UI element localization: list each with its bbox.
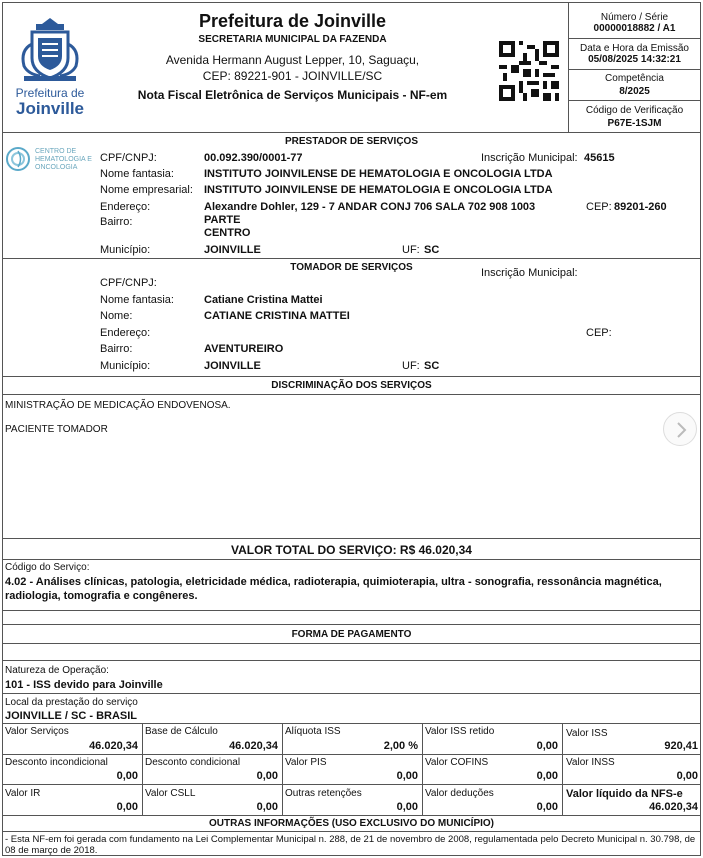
valor-cofins-label: Valor COFINS <box>425 757 489 768</box>
discriminacao-line2: PACIENTE TOMADOR <box>5 424 108 435</box>
tomador-municipio-value: JOINVILLE <box>204 360 261 372</box>
prestador-im-value: 45615 <box>584 152 615 164</box>
prestador-title: PRESTADOR DE SERVIÇOS <box>285 136 418 147</box>
prestador-cpf-label: CPF/CNPJ: <box>100 152 157 164</box>
desconto-incondicional-label: Desconto incondicional <box>5 757 108 768</box>
prestador-empresarial-value: INSTITUTO JOINVILENSE DE HEMATOLOGIA E ONCOLOGIA LTDA <box>204 184 553 196</box>
aliquota-iss-value: 2,00 % <box>383 740 418 752</box>
clinic-logo-icon <box>5 146 31 172</box>
clinic-logo-text2: HEMATOLOGIA E <box>35 156 92 163</box>
pagamento-title: FORMA DE PAGAMENTO <box>291 629 412 640</box>
qr-code-icon <box>499 41 559 101</box>
tomador-uf-label: UF: <box>402 360 420 372</box>
valor-ir-label: Valor IR <box>5 788 41 799</box>
outras-informacoes-text: - Esta NF-em foi gerada com fundamento na Lei Complementar Municipal n. 288, de 21 de novembro de 2008, regulamentada pelo Decreto Municipal n. 30.798, de 08 de março de 2018. <box>5 834 696 856</box>
valor-deducoes-label: Valor deduções <box>425 788 494 799</box>
valor-ir-value: 0,00 <box>116 801 138 813</box>
next-page-button[interactable] <box>663 412 697 446</box>
tomador-uf-value: SC <box>424 360 440 372</box>
valor-pis-value: 0,00 <box>396 770 418 782</box>
prestador-endereco-value: Alexandre Dohler, 129 - 7 ANDAR CONJ 706 SALA 702 908 1003 <box>204 201 536 213</box>
prestador-municipio-label: Município: <box>100 244 151 256</box>
tomador-nome-value: CATIANE CRISTINA MATTEI <box>204 310 350 322</box>
valor-liquido-label: Valor líquido da NFS-e <box>566 788 683 800</box>
valor-iss-label: Valor ISS <box>566 728 608 739</box>
desconto-incondicional-value: 0,00 <box>116 770 138 782</box>
prestador-bairro-value: CENTRO <box>204 227 251 239</box>
city-crest-icon <box>10 14 90 84</box>
discriminacao-line1: MINISTRAÇÃO DE MEDICAÇÃO ENDOVENOSA. <box>5 400 231 411</box>
local-prestacao-label: Local da prestação do serviço <box>5 697 138 708</box>
address-line1: Avenida Hermann August Lepper, 10, Saguaçu, <box>165 53 420 67</box>
valor-servicos-label: Valor Serviços <box>5 726 69 737</box>
secretaria: SECRETARIA MUNICIPAL DA FAZENDA <box>198 34 387 45</box>
tomador-cep-label: CEP: <box>586 327 612 339</box>
city-logo <box>10 14 90 118</box>
tomador-nome-label: Nome: <box>100 310 133 322</box>
tomador-cpf-label: CPF/CNPJ: <box>100 277 157 289</box>
tomador-bairro-value: AVENTUREIRO <box>204 343 284 355</box>
prestador-fantasia-label: Nome fantasia: <box>100 168 174 180</box>
data-emissao-value: 05/08/2025 14:32:21 <box>588 54 681 65</box>
valor-deducoes-value: 0,00 <box>536 801 558 813</box>
valor-inss-label: Valor INSS <box>566 757 615 768</box>
prestador-cep-label: CEP: <box>586 201 612 213</box>
valor-inss-value: 0,00 <box>676 770 698 782</box>
clinic-logo <box>5 146 97 176</box>
tomador-endereco-label: Endereço: <box>100 327 151 339</box>
prestador-empresarial-label: Nome empresarial: <box>100 184 193 196</box>
numero-value: 00000018882 / A1 <box>593 23 676 34</box>
valor-liquido-value: 46.020,34 <box>649 801 698 813</box>
local-prestacao-value: JOINVILLE / SC - BRASIL <box>5 710 138 722</box>
chevron-right-icon <box>664 413 698 447</box>
prestador-im-label: Inscrição Municipal: <box>481 152 578 164</box>
natureza-label: Natureza de Operação: <box>5 665 109 676</box>
prestador-municipio-value: JOINVILLE <box>204 244 261 256</box>
valor-total: VALOR TOTAL DO SERVIÇO: R$ 46.020,34 <box>231 543 472 557</box>
data-emissao-label: Data e Hora da Emissão <box>580 43 689 54</box>
clinic-logo-text3: ONCOLOGIA <box>35 164 78 171</box>
logo-line2: Joinville <box>15 99 85 118</box>
outras-retencoes-value: 0,00 <box>396 801 418 813</box>
discriminacao-title: DISCRIMINAÇÃO DOS SERVIÇOS <box>271 380 432 391</box>
valor-iss-value: 920,41 <box>664 740 698 752</box>
codigo-servico-value: 4.02 - Análises clínicas, patologia, eletricidade médica, radioterapia, quimioterapia, ultra - sonografia, ressonância magnética, radiologia, tomografia e congêneres. <box>5 576 662 602</box>
base-calculo-value: 46.020,34 <box>229 740 278 752</box>
clinic-logo-text1: CENTRO DE <box>35 148 77 155</box>
prestador-uf-label: UF: <box>402 244 420 256</box>
tomador-fantasia-value: Catiane Cristina Mattei <box>204 294 323 306</box>
base-calculo-label: Base de Cálculo <box>145 726 218 737</box>
valor-csll-value: 0,00 <box>256 801 278 813</box>
valor-cofins-value: 0,00 <box>536 770 558 782</box>
tomador-fantasia-label: Nome fantasia: <box>100 294 174 306</box>
outras-retencoes-label: Outras retenções <box>285 788 362 799</box>
iss-retido-value: 0,00 <box>536 740 558 752</box>
prestador-uf-value: SC <box>424 244 440 256</box>
tomador-title: TOMADOR DE SERVIÇOS <box>290 262 413 273</box>
page-title: Prefeitura de Joinville <box>198 11 387 31</box>
prestador-bairro-label: Bairro: <box>100 216 133 228</box>
codigo-verificacao-value: P67E-1SJM <box>607 118 662 129</box>
logo-line1: Prefeitura de <box>15 86 85 100</box>
valor-pis-label: Valor PIS <box>285 757 327 768</box>
prestador-endereco-value2: PARTE <box>204 214 241 226</box>
prestador-cpf-value: 00.092.390/0001-77 <box>204 152 303 164</box>
aliquota-iss-label: Alíquota ISS <box>285 726 341 737</box>
prestador-fantasia-value: INSTITUTO JOINVILENSE DE HEMATOLOGIA E ONCOLOGIA LTDA <box>204 168 553 180</box>
numero-label: Número / Série <box>600 12 669 23</box>
address-line2: CEP: 89221-901 - JOINVILLE/SC <box>202 69 383 83</box>
prestador-endereco-label: Endereço: <box>100 201 151 213</box>
prestador-cep-value: 89201-260 <box>614 201 667 213</box>
desconto-condicional-label: Desconto condicional <box>145 757 241 768</box>
natureza-value: 101 - ISS devido para Joinville <box>5 679 163 691</box>
document-title: Nota Fiscal Eletrônica de Serviços Municipais - NF-em <box>137 88 448 102</box>
codigo-verificacao-label: Código de Verificação <box>585 105 684 116</box>
iss-retido-label: Valor ISS retido <box>425 726 495 737</box>
competencia-value: 8/2025 <box>619 86 650 97</box>
tomador-im-label: Inscrição Municipal: <box>481 267 578 279</box>
valor-csll-label: Valor CSLL <box>145 788 196 799</box>
tomador-bairro-label: Bairro: <box>100 343 133 355</box>
desconto-condicional-value: 0,00 <box>256 770 278 782</box>
tomador-municipio-label: Município: <box>100 360 151 372</box>
codigo-servico-label: Código do Serviço: <box>5 562 90 573</box>
valor-servicos-value: 46.020,34 <box>89 740 138 752</box>
outras-informacoes-title: OUTRAS INFORMAÇÕES (USO EXCLUSIVO DO MUNICÍPIO) <box>208 818 494 829</box>
competencia-label: Competência <box>605 73 664 84</box>
